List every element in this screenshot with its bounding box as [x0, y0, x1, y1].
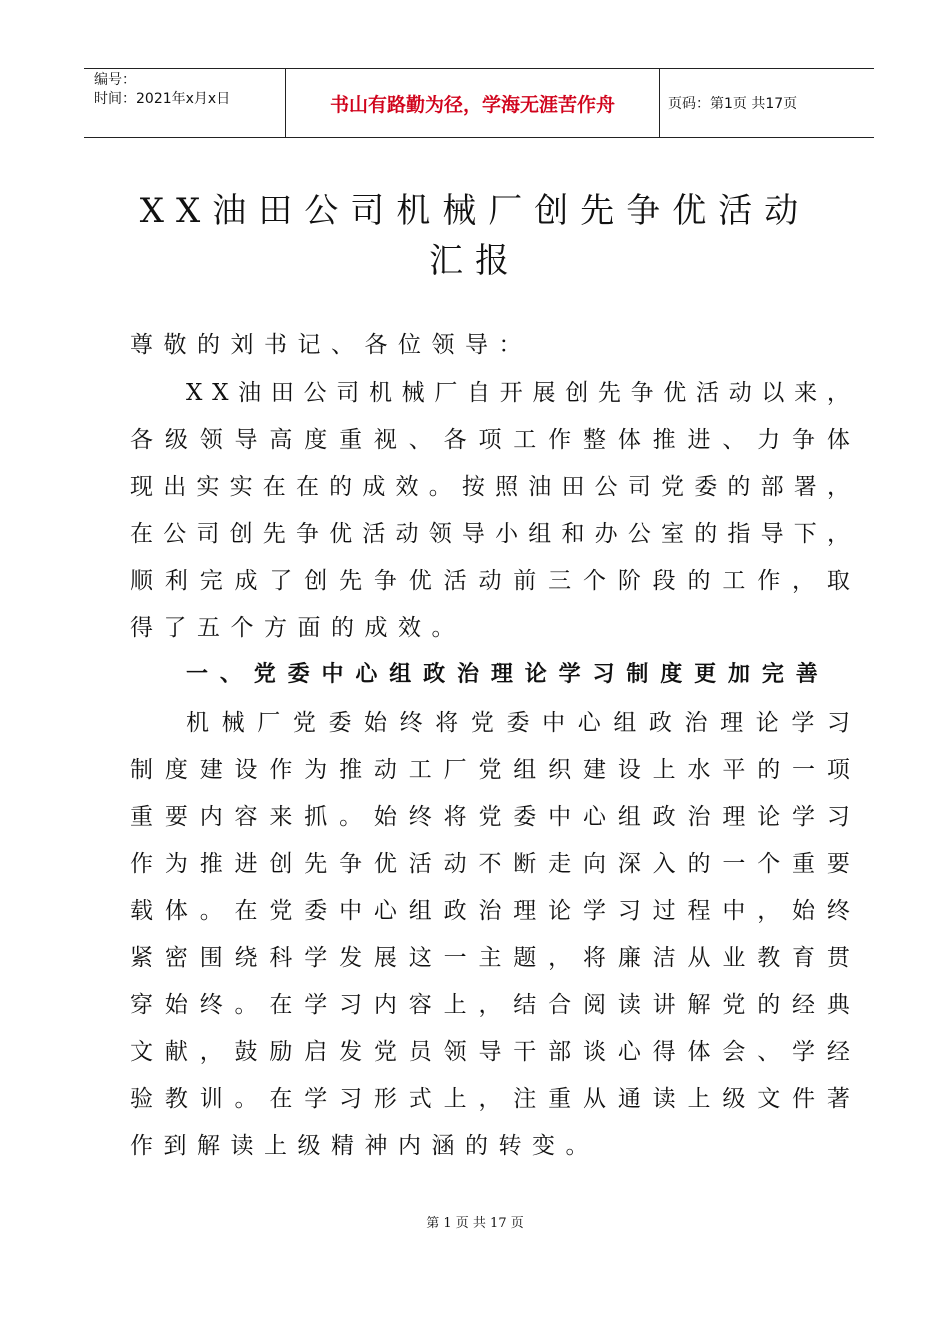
- body-line: 载 体 。 在 党 委 中 心 组 政 治 理 论 学 习 过 程 中 ， 始 终: [130, 898, 850, 924]
- body-line: X X 油 田 公 司 机 械 厂 自 开 展 创 先 争 优 活 动 以 来 ，: [186, 380, 850, 406]
- document-title-line2: 汇报: [429, 241, 521, 281]
- body-line: 机 械 厂 党 委 始 终 将 党 委 中 心 组 政 治 理 论 学 习: [186, 710, 850, 736]
- body-line: 文 献 ， 鼓 励 启 发 党 员 领 导 干 部 谈 心 得 体 会 、 学 经: [130, 1039, 850, 1065]
- body-line: 各 级 领 导 高 度 重 视 、 各 项 工 作 整 体 推 进 、 力 争 体: [130, 427, 850, 453]
- body-line: 顺 利 完 成 了 创 先 争 优 活 动 前 三 个 阶 段 的 工 作 ， 取: [130, 568, 850, 594]
- body-line: 重 要 内 容 来 抓 。 始 终 将 党 委 中 心 组 政 治 理 论 学 习: [130, 804, 850, 830]
- body-line: 在 公 司 创 先 争 优 活 动 领 导 小 组 和 办 公 室 的 指 导 下 ，: [130, 521, 850, 547]
- number-label: 编号：: [94, 72, 136, 88]
- body-line: 得了五个方面的成效。: [130, 615, 465, 641]
- page-header: [84, 68, 874, 138]
- document-title-line1: XX油田公司机械厂创先争优活动: [139, 191, 811, 231]
- page-footer: 第 1 页 共 17 页: [426, 1216, 524, 1231]
- header-page-info: 页码：第1页 共17页: [668, 96, 798, 112]
- body-line: 尊敬的刘书记、各位领导：: [130, 332, 532, 358]
- body-line: 作 为 推 进 创 先 争 优 活 动 不 断 走 向 深 入 的 一 个 重 要: [130, 851, 850, 877]
- time-label: 时间：2021年x月x日: [94, 91, 231, 107]
- header-motto: 书山有路勤为径，学海无涯苦作舟: [286, 69, 660, 137]
- section-heading: 一 、 党 委 中 心 组 政 治 理 论 学 习 制 度 更 加 完 善: [186, 662, 818, 687]
- body-line: 制 度 建 设 作 为 推 动 工 厂 党 组 织 建 设 上 水 平 的 一 项: [130, 757, 850, 783]
- body-line: 穿 始 终 。 在 学 习 内 容 上 ， 结 合 阅 读 讲 解 党 的 经 典: [130, 992, 850, 1018]
- body-line: 验 教 训 。 在 学 习 形 式 上 ， 注 重 从 通 读 上 级 文 件 著: [130, 1086, 850, 1112]
- body-line: 作到解读上级精神内涵的转变。: [130, 1133, 599, 1159]
- body-line: 紧 密 围 绕 科 学 发 展 这 一 主 题 ， 将 廉 洁 从 业 教 育 贯: [130, 945, 850, 971]
- header-meta: [84, 69, 286, 137]
- body-line: 现 出 实 实 在 在 的 成 效 。 按 照 油 田 公 司 党 委 的 部 署 ，: [130, 474, 850, 500]
